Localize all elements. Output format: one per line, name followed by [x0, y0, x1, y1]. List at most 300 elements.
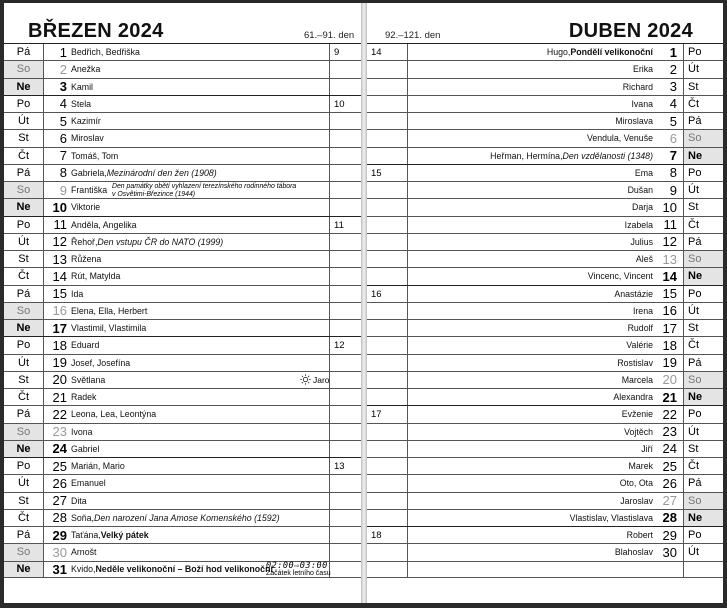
- weekday-label: St: [4, 251, 44, 267]
- day-row: [367, 164, 723, 181]
- week-number: [329, 79, 361, 95]
- holiday-name: Pondělí velikonoční: [570, 47, 653, 58]
- day-row: [367, 405, 723, 422]
- day-grid: [367, 43, 723, 578]
- weekday-label: St: [683, 199, 723, 215]
- week-number: [329, 510, 361, 526]
- weekday-label: Út: [683, 544, 723, 560]
- weekday-label: Čt: [4, 389, 44, 405]
- name-day: [628, 320, 653, 336]
- week-number: [329, 562, 361, 577]
- week-number: [367, 441, 408, 457]
- week-number: [329, 182, 361, 198]
- day-number: 7: [669, 148, 677, 164]
- weekday-label: Čt: [683, 217, 723, 233]
- name-text: Evženie: [621, 409, 653, 420]
- week-number: [329, 286, 361, 302]
- day-row: [4, 543, 361, 560]
- weekday-label: St: [4, 372, 44, 388]
- day-number: 21: [662, 389, 677, 405]
- weekday-label: Ne: [683, 389, 723, 405]
- day-number: 21: [52, 389, 67, 405]
- weekday-label: Po: [683, 527, 723, 543]
- weekday-label: Čt: [683, 96, 723, 112]
- name-text: Vlastimil, Vlastimila: [71, 323, 147, 334]
- day-number: 22: [662, 406, 677, 422]
- day-row: [4, 250, 361, 267]
- name-text: Blahoslav: [614, 547, 653, 558]
- day-row: [367, 319, 723, 336]
- name-text: Dušan: [627, 185, 653, 196]
- name-day: [71, 337, 99, 353]
- name-day: [614, 286, 653, 302]
- name-day: [615, 544, 653, 560]
- weekday-label: Čt: [4, 510, 44, 526]
- weekday-label: Út: [4, 234, 44, 250]
- day-row: [367, 129, 723, 146]
- week-number: [367, 320, 408, 336]
- weekday-label: Ne: [4, 79, 44, 95]
- name-day: [71, 424, 93, 440]
- day-row: [4, 440, 361, 457]
- day-number: 20: [52, 372, 67, 388]
- week-number: [367, 96, 408, 112]
- day-number: 11: [663, 217, 677, 233]
- weekday-label: So: [4, 303, 44, 319]
- name-day: [632, 199, 653, 215]
- week-number: [329, 389, 361, 405]
- weekday-label: So: [683, 130, 723, 146]
- week-number: 17: [367, 406, 408, 422]
- weekday-label: Po: [4, 458, 44, 474]
- week-number: [367, 562, 408, 577]
- day-number: 18: [52, 337, 67, 353]
- name-day: [71, 320, 146, 336]
- day-number: 23: [52, 424, 67, 440]
- name-day: [626, 337, 653, 353]
- day-row: [4, 509, 361, 526]
- day-number: 31: [52, 561, 67, 577]
- weekday-label: Čt: [4, 148, 44, 164]
- weekday-label: Út: [4, 113, 44, 129]
- name-day: [625, 217, 653, 233]
- day-number: 25: [662, 458, 677, 474]
- name-day: [547, 44, 653, 60]
- week-number: [367, 113, 408, 129]
- weekday-label: Po: [683, 286, 723, 302]
- calendar-spread: [4, 3, 723, 603]
- weekday-label: Pá: [4, 286, 44, 302]
- name-day: [631, 96, 653, 112]
- week-number: [367, 130, 408, 146]
- week-number: 9: [329, 44, 361, 60]
- day-row: [4, 302, 361, 319]
- day-number: 8: [669, 165, 677, 181]
- week-number: [367, 475, 408, 491]
- day-number: 20: [662, 372, 677, 388]
- name-text: Alexandra: [613, 392, 653, 403]
- name-text: Soňa,: [71, 512, 94, 523]
- day-number: 19: [52, 355, 67, 371]
- spring-marker: [300, 374, 330, 387]
- day-number: 11: [53, 217, 67, 233]
- week-number: [329, 61, 361, 77]
- day-row: [4, 233, 361, 250]
- weekday-label: Čt: [683, 458, 723, 474]
- name-text: Rostislav: [617, 357, 653, 368]
- day-row: [367, 216, 723, 233]
- day-number: 12: [52, 234, 67, 250]
- spring-label: Jaro: [313, 375, 330, 386]
- day-row: [4, 129, 361, 146]
- name-day: [71, 182, 107, 198]
- week-number: [329, 527, 361, 543]
- name-text: Ida: [71, 288, 84, 299]
- page-title: DUBEN 2024: [568, 20, 693, 42]
- day-number: 28: [52, 510, 67, 526]
- weekday-label: Po: [683, 44, 723, 60]
- weekday-label: Pá: [4, 406, 44, 422]
- weekday-label: Pá: [683, 475, 723, 491]
- name-text: Valérie: [626, 340, 653, 351]
- week-number: [367, 182, 408, 198]
- name-day: [71, 510, 280, 526]
- name-text: Ema: [634, 167, 653, 178]
- name-day: [71, 493, 87, 509]
- day-number: 27: [52, 493, 67, 509]
- weekday-label: Pá: [4, 44, 44, 60]
- name-text: Ivona: [71, 426, 93, 437]
- day-number: 10: [662, 199, 677, 215]
- week-number: [367, 234, 408, 250]
- day-number: 23: [662, 424, 677, 440]
- day-number: 1: [669, 44, 677, 60]
- day-row: [4, 198, 361, 215]
- day-number: 14: [52, 268, 67, 284]
- name-text: Marcela: [621, 374, 653, 385]
- weekday-label: So: [683, 493, 723, 509]
- weekday-label: St: [683, 79, 723, 95]
- week-number: 12: [329, 337, 361, 353]
- name-day: [622, 372, 653, 388]
- day-row: [367, 371, 723, 388]
- weekday-label: Pá: [683, 234, 723, 250]
- week-number: [367, 544, 408, 560]
- name-text: Darja: [631, 202, 653, 213]
- weekday-label: Čt: [4, 268, 44, 284]
- week-number: [367, 372, 408, 388]
- day-row: [4, 285, 361, 302]
- name-day: [71, 268, 120, 284]
- day-number: 3: [669, 79, 677, 95]
- name-text: Anděla, Angelika: [71, 219, 137, 230]
- name-day: [71, 372, 105, 388]
- name-day: [71, 303, 147, 319]
- name-text: Anastázie: [614, 288, 653, 299]
- name-day: [71, 165, 217, 181]
- day-row: [367, 112, 723, 129]
- weekday-label: Ne: [4, 199, 44, 215]
- name-text: Růžena: [71, 254, 102, 265]
- weekday-label: Út: [4, 355, 44, 371]
- weekday-label: Pá: [4, 527, 44, 543]
- week-number: [329, 406, 361, 422]
- day-row: [367, 302, 723, 319]
- week-number: [329, 251, 361, 267]
- day-row: [4, 267, 361, 284]
- week-number: [367, 251, 408, 267]
- day-row: [367, 147, 723, 164]
- day-row: [4, 319, 361, 336]
- day-row: [4, 112, 361, 129]
- name-text: Irena: [632, 305, 653, 316]
- day-row: [367, 267, 723, 284]
- day-number: 14: [662, 268, 677, 284]
- day-row: [4, 336, 361, 353]
- name-day: [71, 286, 83, 302]
- week-number: [329, 355, 361, 371]
- name-day: [588, 268, 653, 284]
- weekday-label: So: [683, 372, 723, 388]
- name-text: Eduard: [71, 340, 100, 351]
- week-number: [367, 424, 408, 440]
- name-day: [629, 458, 653, 474]
- name-day: [636, 251, 653, 267]
- name-text: Erika: [632, 64, 653, 75]
- week-number: [367, 268, 408, 284]
- day-row: [367, 388, 723, 405]
- weekday-label: Po: [4, 337, 44, 353]
- week-number: [367, 458, 408, 474]
- day-number: 22: [52, 406, 67, 422]
- day-row: [367, 561, 723, 578]
- week-number: [367, 199, 408, 215]
- day-number: 17: [662, 320, 677, 336]
- march-page: [4, 3, 361, 603]
- name-day: [615, 113, 653, 129]
- name-day: [71, 61, 100, 77]
- dst-label: Začátek letního času: [266, 569, 331, 577]
- name-text: Aleš: [635, 254, 653, 265]
- weekday-label: St: [683, 441, 723, 457]
- name-text: Vojtěch: [624, 426, 653, 437]
- weekday-label: So: [4, 544, 44, 560]
- name-text: Dita: [71, 495, 87, 506]
- day-row: [4, 181, 361, 198]
- day-number: [655, 562, 677, 577]
- day-number: 3: [59, 79, 67, 95]
- day-row: [4, 492, 361, 509]
- day-number: 15: [52, 286, 67, 302]
- weekday-label: So: [4, 182, 44, 198]
- day-number: 28: [662, 510, 677, 526]
- weekday-label: So: [683, 251, 723, 267]
- day-range: 61.–91. den: [304, 30, 355, 41]
- weekday-label: St: [683, 320, 723, 336]
- week-number: [329, 441, 361, 457]
- day-number: 26: [662, 475, 677, 491]
- day-number: 10: [52, 199, 67, 215]
- day-row: [367, 43, 723, 60]
- name-text: Vlastislav, Vlastislava: [569, 512, 653, 523]
- day-row: [367, 285, 723, 302]
- day-number: 26: [52, 475, 67, 491]
- week-number: 18: [367, 527, 408, 543]
- day-number: 2: [59, 61, 67, 77]
- name-day: [620, 493, 653, 509]
- name-day: [71, 199, 100, 215]
- name-day: [71, 130, 104, 146]
- day-row: [367, 354, 723, 371]
- observance-note: Den vzdělanosti (1348): [562, 150, 653, 161]
- name-text: Marián, Mario: [71, 461, 125, 472]
- weekday-label: Ne: [4, 562, 44, 577]
- week-number: [367, 493, 408, 509]
- day-number: 15: [662, 286, 677, 302]
- week-number: [367, 148, 408, 164]
- holiday-name: Neděle velikonoční – Boží hod velikonoční: [95, 564, 273, 575]
- day-row: [367, 95, 723, 112]
- dst-note: [266, 562, 331, 578]
- name-text: Robert: [626, 530, 653, 541]
- name-text: Anežka: [71, 64, 101, 75]
- week-number: 15: [367, 165, 408, 181]
- day-row: [367, 509, 723, 526]
- day-number: 13: [52, 251, 67, 267]
- day-row: [367, 60, 723, 77]
- weekday-label: Ne: [4, 441, 44, 457]
- day-grid: [4, 43, 361, 578]
- name-text: Jiří: [641, 443, 653, 454]
- name-text: Kazimír: [71, 116, 101, 127]
- name-text: Kamil: [71, 81, 93, 92]
- day-row: [367, 423, 723, 440]
- weekday-label: Čt: [683, 337, 723, 353]
- weekday-label: Út: [683, 182, 723, 198]
- name-day: [71, 251, 101, 267]
- day-row: [4, 95, 361, 112]
- week-number: [329, 268, 361, 284]
- day-row: [4, 60, 361, 77]
- name-text: Elena, Ella, Herbert: [71, 305, 148, 316]
- day-number: 6: [59, 130, 67, 146]
- week-number: 16: [367, 286, 408, 302]
- day-row: [367, 492, 723, 509]
- name-day: [627, 527, 653, 543]
- day-row: [367, 78, 723, 95]
- name-day: [622, 406, 653, 422]
- name-day: [570, 510, 653, 526]
- name-text: Jaroslav: [620, 495, 653, 506]
- day-number: 29: [662, 527, 677, 543]
- weekday-label: Út: [683, 61, 723, 77]
- day-row: [4, 423, 361, 440]
- name-text: Miroslava: [615, 116, 653, 127]
- name-day: [71, 527, 149, 543]
- week-number: [329, 113, 361, 129]
- name-day: [613, 389, 653, 405]
- week-number: [329, 372, 361, 388]
- week-number: [367, 303, 408, 319]
- weekday-label: Út: [683, 424, 723, 440]
- name-text: Rút, Matylda: [71, 271, 121, 282]
- name-day: [587, 130, 653, 146]
- week-number: 13: [329, 458, 361, 474]
- day-number: 12: [662, 234, 677, 250]
- name-day: [71, 148, 118, 164]
- name-text: Ivana: [631, 98, 653, 109]
- day-number: 25: [52, 458, 67, 474]
- weekday-label: So: [4, 61, 44, 77]
- april-page: [367, 3, 723, 603]
- name-text: Stela: [71, 98, 92, 109]
- name-day: [620, 475, 653, 491]
- name-text: Oto, Ota: [619, 478, 653, 489]
- day-row: [4, 147, 361, 164]
- weekday-label: St: [4, 493, 44, 509]
- day-row: [4, 371, 361, 388]
- name-day: [617, 355, 653, 371]
- day-number: 16: [662, 303, 677, 319]
- week-number: [329, 199, 361, 215]
- day-number: 30: [52, 544, 67, 560]
- name-text: Taťána,: [71, 530, 101, 541]
- weekday-label: Pá: [4, 165, 44, 181]
- observance-note: Mezinárodní den žen (1908): [106, 167, 217, 178]
- week-number: [367, 510, 408, 526]
- weekday-label: Po: [4, 96, 44, 112]
- name-text: Gabriel: [71, 443, 100, 454]
- weekday-label: Ne: [683, 268, 723, 284]
- memorial-note: Den památky obětí vyhlazení terezínského rodinného tábora v Osvětimi-Březince (1944): [112, 183, 297, 198]
- weekday-label: St: [4, 130, 44, 146]
- weekday-label: Út: [4, 475, 44, 491]
- name-text: Emanuel: [71, 478, 106, 489]
- week-number: [367, 217, 408, 233]
- day-number: 18: [662, 337, 677, 353]
- week-number: [367, 61, 408, 77]
- week-number: [367, 79, 408, 95]
- day-number: 4: [669, 96, 677, 112]
- name-text: Řehoř,: [71, 236, 98, 247]
- day-number: 9: [59, 182, 67, 198]
- name-day: [490, 148, 653, 164]
- name-text: Bedřich, Bedřiška: [71, 47, 140, 58]
- name-text: Hugo,: [546, 47, 571, 58]
- day-row: [4, 474, 361, 491]
- day-row: [4, 216, 361, 233]
- day-row: [367, 440, 723, 457]
- weekday-label: So: [4, 424, 44, 440]
- name-day: [71, 441, 99, 457]
- day-number: 29: [52, 527, 67, 543]
- weekday-label: Po: [4, 217, 44, 233]
- name-text: Viktorie: [71, 202, 101, 213]
- name-text: Miroslav: [71, 133, 104, 144]
- name-day: [633, 303, 653, 319]
- name-text: Arnošt: [71, 547, 97, 558]
- week-number: 14: [367, 44, 408, 60]
- day-number: 30: [662, 544, 677, 560]
- day-number: 17: [52, 320, 67, 336]
- name-text: Františka: [71, 185, 108, 196]
- name-text: Julius: [630, 236, 653, 247]
- name-day: [71, 458, 125, 474]
- name-day: [631, 234, 654, 250]
- name-day: [628, 182, 653, 198]
- name-text: Světlana: [71, 374, 106, 385]
- name-day: [623, 79, 653, 95]
